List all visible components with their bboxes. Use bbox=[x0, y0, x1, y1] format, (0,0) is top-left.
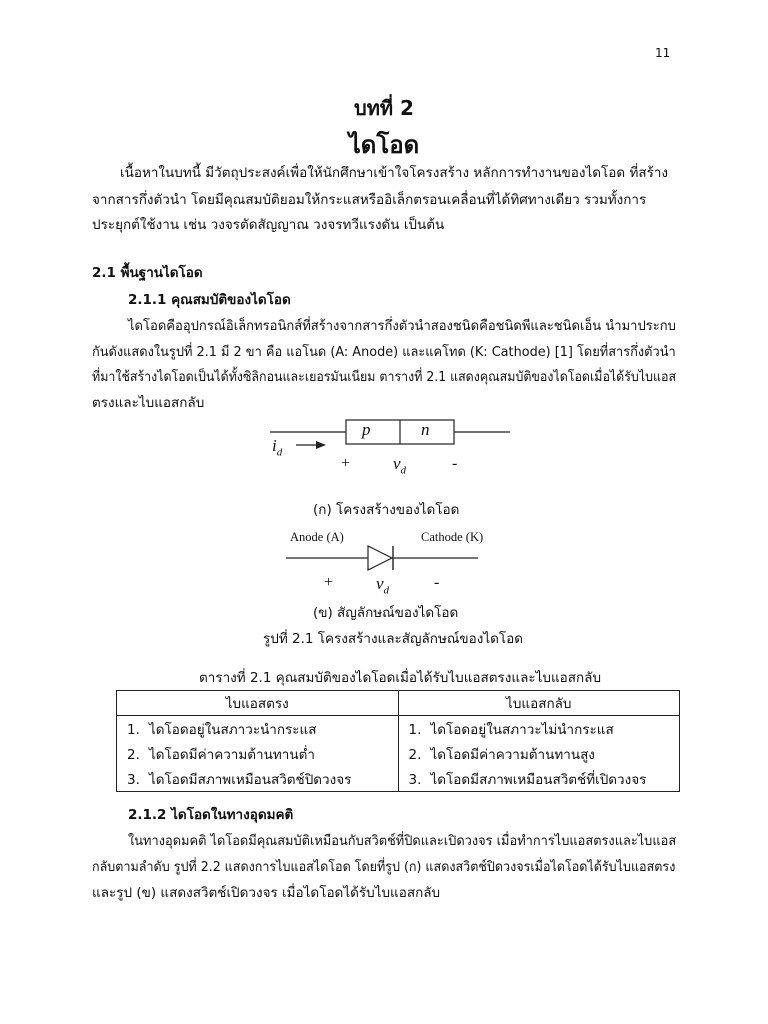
p-region-label: p bbox=[362, 420, 371, 439]
n-region-label: n bbox=[421, 420, 430, 439]
table-row bbox=[117, 716, 680, 742]
current-label: $i_d$ bbox=[272, 436, 283, 459]
body-line-3: ที่มาใช้สร้างไดโอดเป็นได้ทั้งซิลิกอนและเยอรมันเนียม ตารางที่ 2.1 แสดงคุณสมบัติของไดโอดเมื่อได้รับไบแอส bbox=[92, 369, 677, 385]
body-line-2: กันดังแสดงในรูปที่ 2.1 มี 2 ขา คือ แอโนด (A: Anode) และแคโทด (K: Cathode) [1] โดยที่สารกึ่งตัวนำ bbox=[92, 344, 676, 360]
intro-line-1: เนื้อหาในบทนี้ มีวัตถุประสงค์เพื่อให้นักศึกษาเข้าใจโครงสร้าง หลักการทำงานของไดโอด ที่สร้าง bbox=[120, 165, 669, 181]
plus-sign-a: + bbox=[341, 455, 351, 472]
ideal-line-3: และรูป (ข) แสดงสวิตช์เปิดวงจร เมื่อไดโอดได้รับไบแอสกลับ bbox=[92, 885, 441, 901]
table-header-row bbox=[117, 691, 680, 716]
cathode-label: Cathode (K) bbox=[421, 530, 484, 544]
intro-line-3: ประยุกต์ใช้งาน เช่น วงจรตัดสัญญาณ วงจรทวีแรงดัน เป็นต้น bbox=[92, 217, 445, 233]
forward-cell: 2. ไดโอดมีค่าความต้านทานต่ำ bbox=[117, 741, 399, 766]
table-caption: ตารางที่ 2.1 คุณสมบัติของไดโอดเมื่อได้รับไบแอสตรงและไบแอสกลับ bbox=[199, 670, 602, 686]
figure-caption: รูปที่ 2.1 โครงสร้างและสัญลักษณ์ของไดโอด bbox=[263, 631, 524, 647]
column-header-reverse: ไบแอสกลับ bbox=[398, 691, 680, 716]
section-heading-2-1-1: 2.1.1 คุณสมบัติของไดโอด bbox=[128, 292, 291, 308]
ideal-line-2: กลับตามลำดับ รูปที่ 2.2 แสดงการไบแอสไดโอด โดยที่รูป (ก) แสดงสวิตช์ปิดวงจรเมื่อไดโอดได้รับไบแอสตรง bbox=[92, 859, 676, 875]
ideal-line-1: ในทางอุดมคติ ไดโอดมีคุณสมบัติเหมือนกับสวิตช์ที่ปิดและเปิดวงจร เมื่อทำการไบแอสตรงและไบแอส bbox=[128, 833, 677, 849]
forward-cell: 3. ไดโอดมีสภาพเหมือนสวิตช์ปิดวงจร bbox=[117, 766, 399, 792]
diode-structure-figure bbox=[260, 412, 520, 482]
diode-symbol bbox=[282, 540, 482, 576]
minus-sign-b: - bbox=[434, 574, 440, 591]
table-row bbox=[117, 766, 680, 792]
diode-triangle bbox=[368, 546, 392, 570]
column-header-forward: ไบแอสตรง bbox=[117, 691, 399, 716]
forward-cell: 1. ไดโอดอยู่ในสภาวะนำกระแส bbox=[117, 716, 399, 742]
chapter-label: บทที่ 2 bbox=[354, 96, 414, 120]
voltage-label-a: $v_d$ bbox=[393, 454, 407, 477]
figure-b-caption: (ข) สัญลักษณ์ของไดโอด bbox=[313, 605, 459, 621]
figure-a-caption: (ก) โครงสร้างของไดโอด bbox=[313, 502, 460, 518]
diode-properties-table bbox=[116, 690, 680, 792]
reverse-cell: 3. ไดโอดมีสภาพเหมือนสวิตช์ที่เปิดวงจร bbox=[398, 766, 680, 792]
current-arrow-head bbox=[316, 441, 326, 449]
chapter-title: ไดโอด bbox=[348, 131, 420, 159]
body-line-4: ตรงและไบแอสกลับ bbox=[92, 395, 205, 411]
anode-label: Anode (A) bbox=[290, 530, 344, 544]
reverse-cell: 1. ไดโอดอยู่ในสภาวะไม่นำกระแส bbox=[398, 716, 680, 742]
voltage-label-b: $v_d$ bbox=[376, 574, 390, 597]
section-heading-2-1-2: 2.1.2 ไดโอดในทางอุดมคติ bbox=[128, 807, 294, 823]
table-row bbox=[117, 741, 680, 766]
intro-line-2: จากสารกึ่งตัวนำ โดยมีคุณสมบัติยอมให้กระแสหรืออิเล็กตรอนเคลื่อนที่ได้ทิศทางเดียว รวมทั้งการ bbox=[92, 192, 647, 208]
minus-sign-a: - bbox=[452, 455, 458, 472]
body-line-1: ไดโอดคืออุปกรณ์อิเล็กทรอนิกส์ที่สร้างจากสารกึ่งตัวนำสองชนิดคือชนิดพีและชนิดเอ็น นำมาประกบ bbox=[128, 318, 676, 334]
reverse-cell: 2. ไดโอดมีค่าความต้านทานสูง bbox=[398, 741, 680, 766]
page-number: 11 bbox=[655, 46, 671, 60]
plus-sign-b: + bbox=[324, 574, 334, 591]
section-heading-2-1: 2.1 พื้นฐานไดโอด bbox=[92, 265, 203, 281]
